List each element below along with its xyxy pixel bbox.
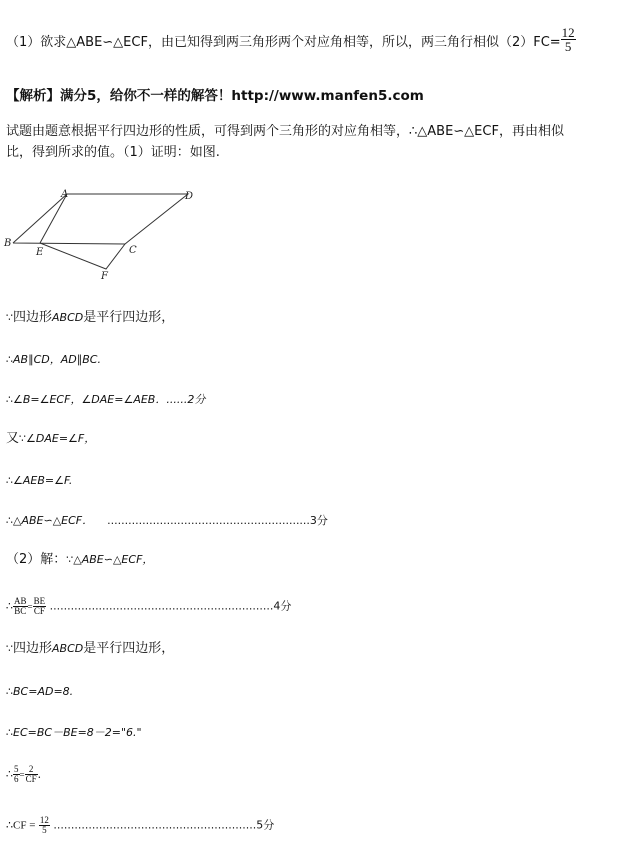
dots-score-5: ..........................................................5分: [53, 818, 275, 832]
parallelogram-diagram: [0, 182, 220, 287]
denominator: CF: [33, 606, 45, 616]
answer-line: [6, 25, 576, 54]
fraction-12-5: [39, 816, 50, 835]
proof-line-13: [6, 816, 274, 835]
text: 是平行四边形，: [83, 310, 175, 325]
label-e: E: [36, 247, 44, 258]
numerator: AB: [14, 596, 27, 606]
fc-numerator: 12: [561, 25, 575, 40]
proof-line-1: [6, 310, 174, 326]
text: （2）解：: [6, 552, 67, 567]
proof-line-7: [6, 552, 153, 568]
denominator: 5: [42, 825, 47, 835]
denominator: CF: [25, 774, 37, 784]
text: ∵△ABE∽△ECF，: [66, 553, 154, 566]
denominator: BC: [14, 606, 27, 616]
label-c: C: [129, 245, 137, 256]
label-b: B: [4, 238, 12, 249]
because-symbol: ∵: [6, 311, 13, 324]
proof-line-9: [6, 641, 174, 657]
abcd-label: ABCD: [52, 642, 84, 655]
proof-line-5: ∴∠AEB=∠F.: [6, 474, 73, 487]
proof-line-6: [6, 513, 328, 529]
dots-score-4: ................................................................4分: [49, 599, 292, 613]
numerator: 12: [39, 815, 49, 825]
parallelogram-abcd: [13, 194, 188, 244]
numerator: 5: [14, 764, 19, 774]
proof-line-4: [6, 431, 95, 447]
analysis-header: 【解析】满分5，给你不一样的解答！http://www.manfen5.com: [6, 88, 424, 104]
intro-line-2: 比，得到所求的值。（1）证明：如图.: [6, 145, 220, 160]
denominator: 6: [14, 774, 19, 784]
therefore-symbol: ∴: [6, 767, 13, 781]
fraction-ab-bc: [13, 597, 28, 616]
numerator: BE: [33, 596, 46, 606]
dots-score-3: ..........................................................3分: [107, 514, 328, 527]
proof-line-10: ∴BC=AD=8.: [6, 685, 74, 698]
segment-ae: [40, 194, 67, 243]
label-f: F: [101, 271, 108, 282]
abcd-label: ABCD: [52, 311, 84, 324]
fc-denominator: 5: [564, 39, 572, 54]
text: 四边形: [13, 641, 53, 656]
text: 又: [6, 431, 20, 446]
label-d: D: [185, 191, 194, 202]
text: ∴△ABE∽△ECF．: [6, 514, 94, 527]
intro-line-1: 试题由题意根据平行四边形的性质，可得到两个三角形的对应角相等，∴△ABE∽△ECF，再由相似: [6, 124, 564, 139]
proof-line-11: ∴EC=BC－BE=8－2="6.": [6, 726, 142, 739]
numerator: 2: [25, 765, 38, 775]
fc-fraction: [561, 26, 576, 53]
fraction-be-cf: [33, 597, 47, 616]
text: 是平行四边形，: [83, 641, 175, 656]
proof-line-12: ∴ $\frac{5}{6}$ = $\frac{2}{CF}$ ．: [6, 764, 49, 784]
text: ∴CF =: [6, 819, 36, 832]
label-a: A: [61, 189, 69, 200]
proof-line-3: ∴∠B=∠ECF，∠DAE=∠AEB．......2分: [6, 393, 206, 406]
proof-line-2: ∴AB∥CD，AD∥BC.: [6, 353, 101, 366]
because-symbol: ∵: [6, 642, 13, 655]
text: ∵∠DAE=∠F，: [19, 432, 96, 445]
answer-text: （1）欲求△ABE∽△ECF，由已知得到两三角形两个对应角相等，所以，两三角行相似（2）FC=: [6, 35, 561, 50]
text: ．: [37, 767, 49, 781]
fraction-2-cf: [25, 765, 38, 784]
text: 四边形: [13, 310, 53, 325]
therefore-symbol: ∴: [6, 599, 13, 613]
triangle-ecf: [40, 243, 125, 269]
proof-line-8: ∴ $\frac{AB}{BC}$ = $\frac{BE}{CF}$ ................................................................4分: [6, 596, 292, 616]
